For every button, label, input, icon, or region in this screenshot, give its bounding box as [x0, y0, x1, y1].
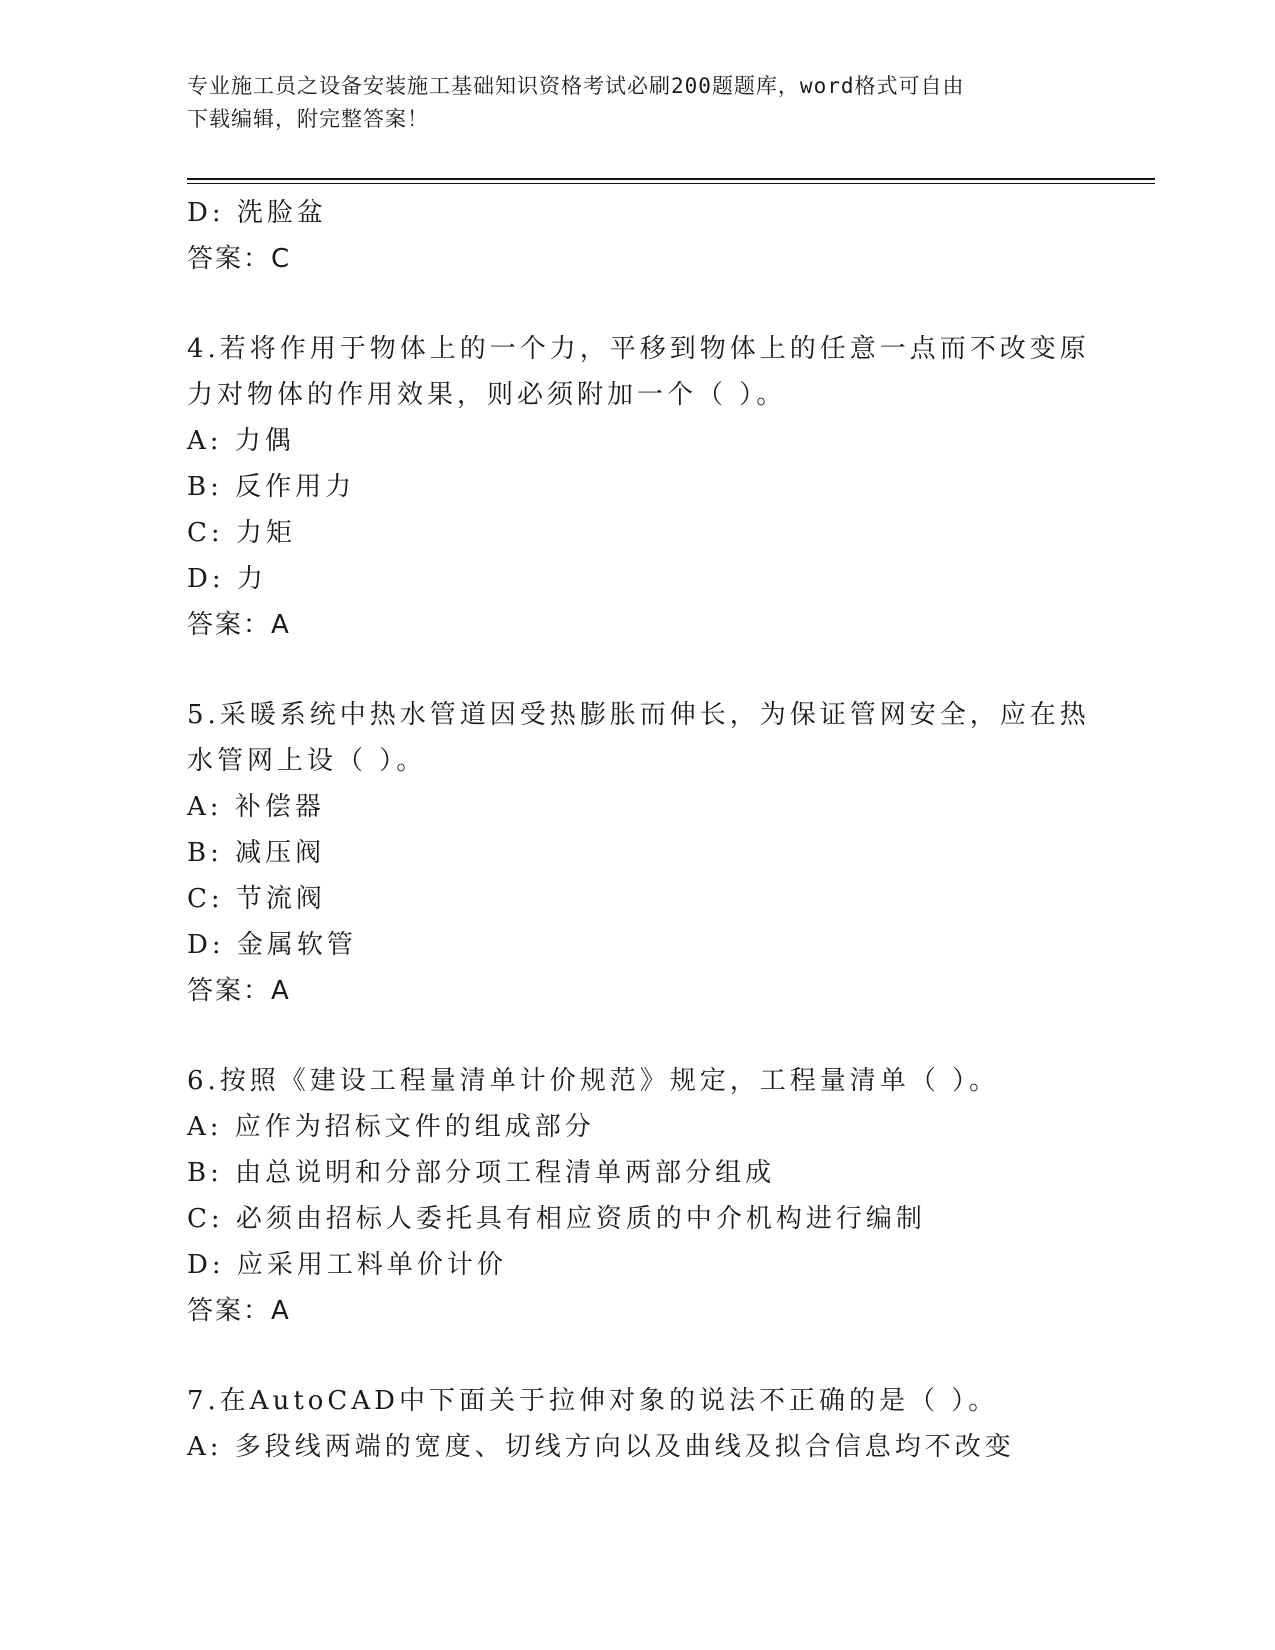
- question-stem: 力对物体的作用效果，则必须附加一个（ ）。: [187, 380, 787, 410]
- option-b: B: 减压阀: [187, 838, 326, 868]
- option-c: C: 必须由招标人委托具有相应资质的中介机构进行编制: [187, 1204, 926, 1234]
- question-stem: 4.若将作用于物体上的一个力，平移到物体上的任意一点而不改变原: [187, 334, 1090, 364]
- question-block-6: [187, 1058, 1087, 1334]
- option-d: D: 金属软管: [187, 930, 357, 960]
- header-title-line1: 专业施工员之设备安装施工基础知识资格考试必刷200题题库，word格式可自由: [187, 74, 965, 98]
- answer-line: 答案：A: [187, 1296, 291, 1326]
- option-d: D: 洗脸盆: [187, 198, 327, 228]
- option-a: A: 应作为招标文件的组成部分: [187, 1112, 595, 1142]
- answer-line: 答案：A: [187, 610, 291, 640]
- option-b: B: 由总说明和分部分项工程清单两部分组成: [187, 1158, 776, 1188]
- question-list: [187, 190, 1090, 1470]
- header-title-line2: 下载编辑，附完整答案！: [187, 107, 429, 131]
- question-block-7: [187, 1378, 1087, 1470]
- header-divider: [187, 178, 1155, 180]
- option-a: A: 多段线两端的宽度、切线方向以及曲线及拟合信息均不改变: [187, 1432, 1015, 1462]
- option-a: A: 力偶: [187, 426, 295, 456]
- option-d: D: 应采用工料单价计价: [187, 1250, 507, 1280]
- answer-line: 答案：A: [187, 976, 291, 1006]
- question-block-4: [187, 326, 1090, 648]
- option-c: C: 节流阀: [187, 884, 326, 914]
- option-c: C: 力矩: [187, 518, 296, 548]
- question-stem: 水管网上设（ ）。: [187, 746, 427, 776]
- option-d: D: 力: [187, 564, 267, 594]
- question-stem: 5.采暖系统中热水管道因受热膨胀而伸长，为保证管网安全，应在热: [187, 700, 1090, 730]
- page-header: [187, 70, 1067, 136]
- question-block-5: [187, 692, 1090, 1014]
- answer-line: 答案：C: [187, 244, 292, 274]
- header-divider-thin: [187, 183, 1155, 184]
- question-block-3: [187, 190, 1087, 282]
- option-a: A: 补偿器: [187, 792, 325, 822]
- question-stem: 6.按照《建设工程量清单计价规范》规定，工程量清单（ ）。: [187, 1066, 1000, 1096]
- question-stem: 7.在AutoCAD中下面关于拉伸对象的说法不正确的是（ ）。: [187, 1386, 999, 1416]
- option-b: B: 反作用力: [187, 472, 356, 502]
